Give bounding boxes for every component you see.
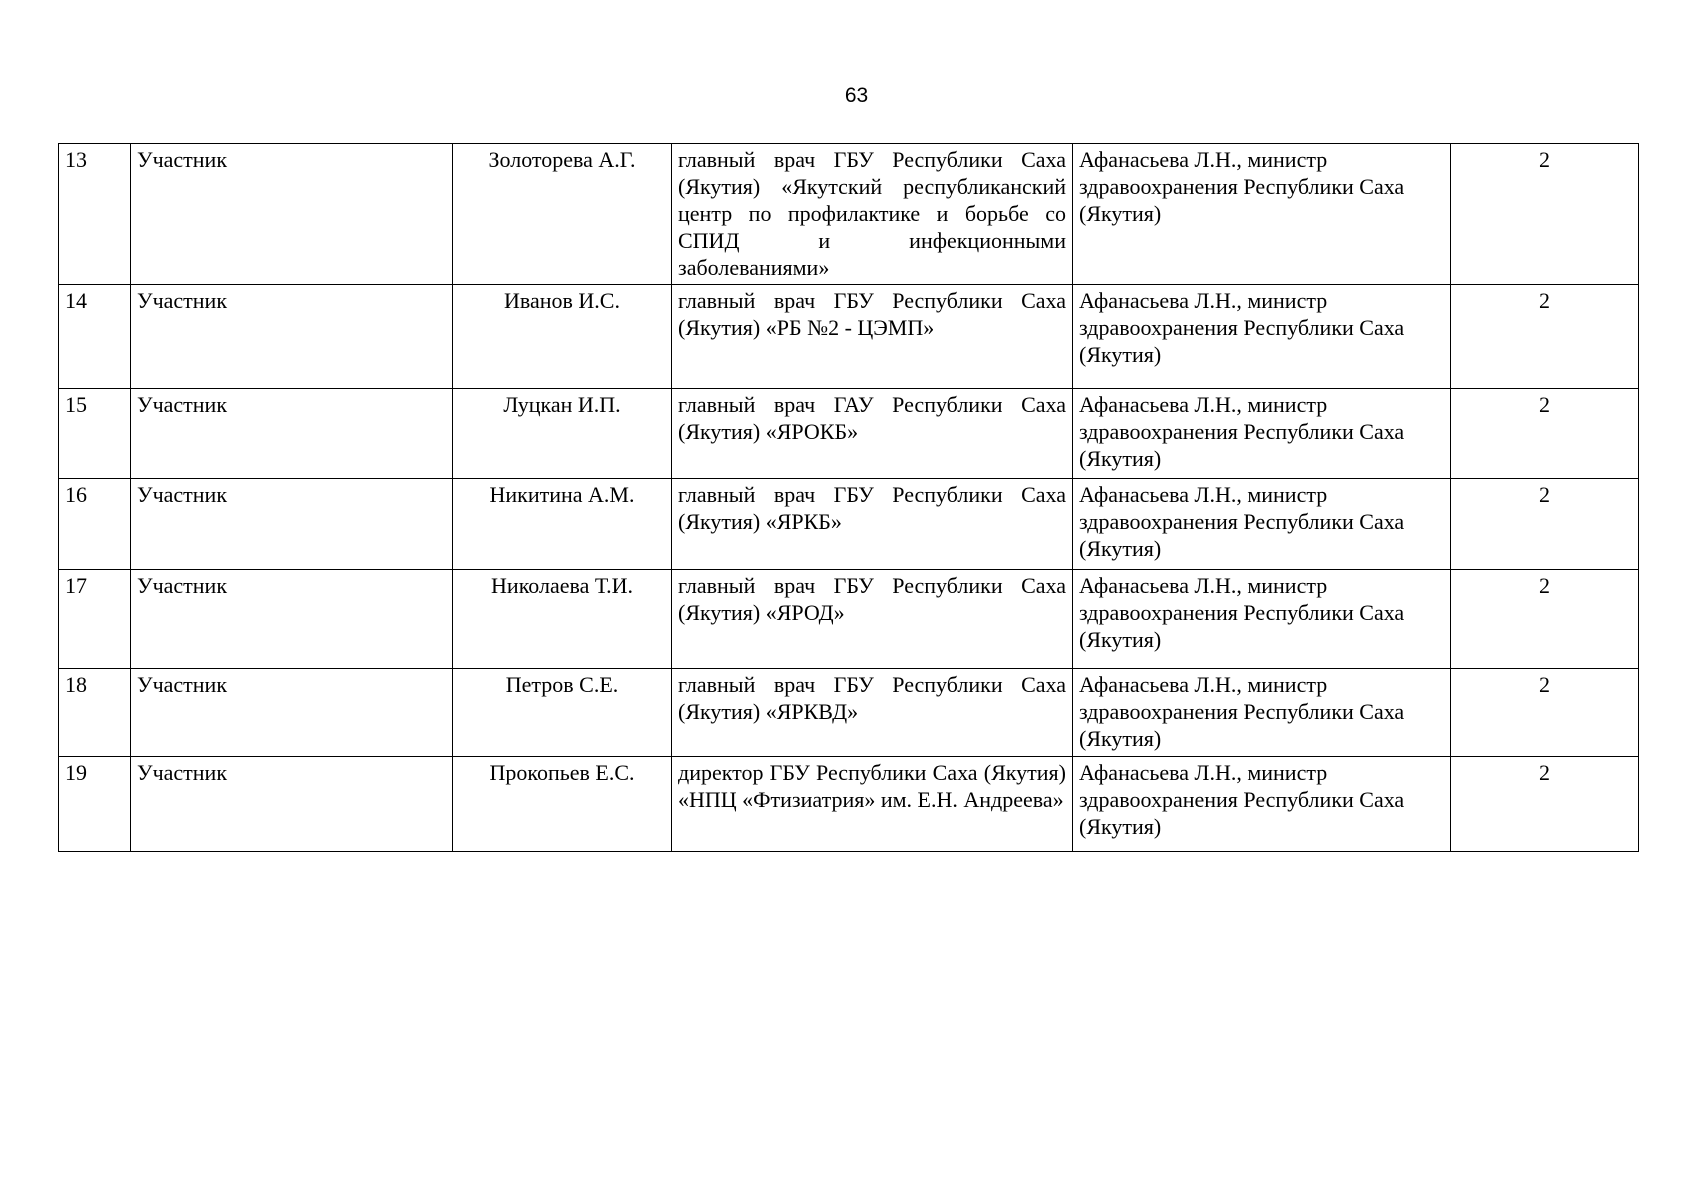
value-cell: 2 — [1451, 757, 1639, 852]
nominator-cell: Афанасьева Л.Н., министр здравоохранения Республики Саха (Якутия) — [1073, 285, 1451, 389]
name-cell: Николаева Т.И. — [453, 570, 672, 669]
table-row — [59, 144, 1639, 285]
row-number: 15 — [59, 389, 131, 479]
value-cell: 2 — [1451, 144, 1639, 285]
value-cell: 2 — [1451, 285, 1639, 389]
value-cell: 2 — [1451, 389, 1639, 479]
row-number: 16 — [59, 479, 131, 570]
participants-table — [58, 143, 1639, 852]
name-cell: Золоторева А.Г. — [453, 144, 672, 285]
table-row — [59, 669, 1639, 757]
nominator-cell: Афанасьева Л.Н., министр здравоохранения Республики Саха (Якутия) — [1073, 757, 1451, 852]
position-cell: главный врач ГБУ Республики Саха (Якутия) «ЯРОД» — [672, 570, 1073, 669]
nominator-cell: Афанасьева Л.Н., министр здравоохранения Республики Саха (Якутия) — [1073, 479, 1451, 570]
position-cell: главный врач ГАУ Республики Саха (Якутия) «ЯРОКБ» — [672, 389, 1073, 479]
name-cell: Иванов И.С. — [453, 285, 672, 389]
value-cell: 2 — [1451, 669, 1639, 757]
role-cell: Участник — [131, 144, 453, 285]
row-number: 19 — [59, 757, 131, 852]
page-number: 63 — [844, 84, 869, 107]
role-cell: Участник — [131, 570, 453, 669]
name-cell: Никитина А.М. — [453, 479, 672, 570]
table-row — [59, 757, 1639, 852]
name-cell: Луцкан И.П. — [453, 389, 672, 479]
nominator-cell: Афанасьева Л.Н., министр здравоохранения Республики Саха (Якутия) — [1073, 669, 1451, 757]
table-row — [59, 479, 1639, 570]
nominator-cell: Афанасьева Л.Н., министр здравоохранения Республики Саха (Якутия) — [1073, 144, 1451, 285]
value-cell: 2 — [1451, 479, 1639, 570]
role-cell: Участник — [131, 479, 453, 570]
name-cell: Петров С.Е. — [453, 669, 672, 757]
role-cell: Участник — [131, 757, 453, 852]
position-cell: главный врач ГБУ Республики Саха (Якутия) «ЯРКБ» — [672, 479, 1073, 570]
position-cell: главный врач ГБУ Республики Саха (Якутия) «ЯРКВД» — [672, 669, 1073, 757]
table-row — [59, 285, 1639, 389]
row-number: 17 — [59, 570, 131, 669]
role-cell: Участник — [131, 285, 453, 389]
value-cell: 2 — [1451, 570, 1639, 669]
nominator-cell: Афанасьева Л.Н., министр здравоохранения Республики Саха (Якутия) — [1073, 570, 1451, 669]
name-cell: Прокопьев Е.С. — [453, 757, 672, 852]
table-row — [59, 389, 1639, 479]
position-cell: главный врач ГБУ Республики Саха (Якутия) «Якутский республиканский центр по профилактике и борьбе со СПИД и инфекционными заболеваниями» — [672, 144, 1073, 285]
row-number: 13 — [59, 144, 131, 285]
row-number: 18 — [59, 669, 131, 757]
role-cell: Участник — [131, 669, 453, 757]
nominator-cell: Афанасьева Л.Н., министр здравоохранения Республики Саха (Якутия) — [1073, 389, 1451, 479]
row-number: 14 — [59, 285, 131, 389]
position-cell: директор ГБУ Республики Саха (Якутия) «НПЦ «Фтизиатрия» им. Е.Н. Андреева» — [672, 757, 1073, 852]
role-cell: Участник — [131, 389, 453, 479]
position-cell: главный врач ГБУ Республики Саха (Якутия) «РБ №2 - ЦЭМП» — [672, 285, 1073, 389]
table-row — [59, 570, 1639, 669]
